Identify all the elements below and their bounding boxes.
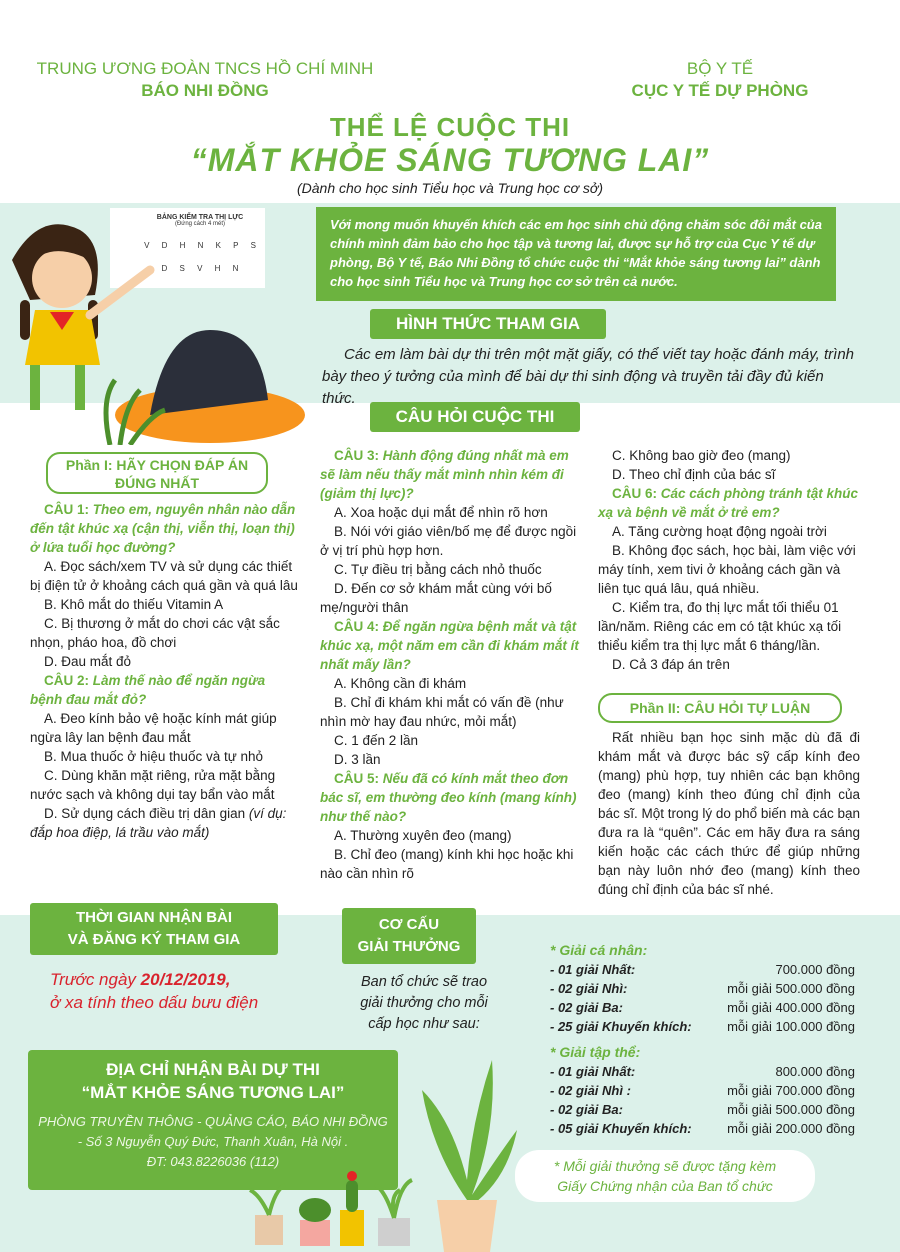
address-heading-line2: “MẮT KHỎE SÁNG TƯƠNG LAI”	[81, 1083, 345, 1102]
q4-option-c: C. 1 đến 2 lần	[334, 733, 419, 748]
org-department-name: CỤC Y TẾ DỰ PHÒNG	[631, 81, 809, 100]
awards-heading-line2: GIẢI THƯỞNG	[357, 938, 461, 955]
prize-row	[550, 1100, 855, 1119]
prize-name: - 02 giải Nhì:	[550, 981, 628, 996]
prize-value: mỗi giải 200.000 đồng	[727, 1121, 855, 1136]
q5-option-d: D. Theo chỉ định của bác sĩ	[612, 467, 776, 482]
header-right-org	[560, 58, 880, 102]
address-heading	[28, 1058, 398, 1104]
intro-box: Với mong muốn khuyến khích các em học sinh chủ động chăm sóc đôi mắt của chính mình đảm bảo cho học tập và tương lai, được sự hỗ trợ của Cục Y tế dự phòng, Bộ Y tế, Báo Nhi Đồng tổ chức cuộc thi “Mắt khỏe sáng tương lai” dành cho học sinh Tiểu học và Trung học cơ sở trên cả nước.	[316, 207, 836, 301]
q1-label: CÂU 1:	[44, 502, 90, 517]
q5-option-c: C. Không bao giờ đeo (mang)	[612, 448, 791, 463]
prize-value: mỗi giải 400.000 đồng	[727, 1000, 855, 1015]
column-2	[320, 446, 582, 883]
q2-option-b: B. Mua thuốc ở hiệu thuốc và tự nhỏ	[44, 749, 264, 764]
prize-name: - 01 giải Nhất:	[550, 1064, 636, 1079]
participation-text: Các em làm bài dự thi trên một mặt giấy, có thể viết tay hoặc đánh máy, trình bày theo ý tưởng của mình để bài dự thi sinh động và truyền tải đầy đủ kiến thức.	[322, 346, 855, 407]
awards-heading-line1: CƠ CẤU	[378, 916, 440, 933]
q4-text: Để ngăn ngừa bệnh mắt và tật khúc xạ, một năm em cần đi khám mắt ít nhất mấy lần?	[320, 619, 579, 672]
q4-option-b: B. Chỉ đi khám khi mắt có vấn đề (như nhìn mờ hay đau nhức, mỏi mắt)	[320, 695, 564, 729]
eye-chart-title: BẢNG KIỂM TRA THỊ LỰC	[156, 214, 244, 221]
page-subtitle: (Dành cho học sinh Tiểu học và Trung học cơ sở)	[296, 180, 604, 196]
q2-option-d-main: D. Sử dụng cách điều trị dân gian	[44, 806, 249, 821]
q3-option-d: D. Đến cơ sở khám mắt cùng với bố mẹ/người thân	[320, 581, 552, 615]
q4-option-a: A. Không cần đi khám	[334, 676, 467, 691]
q6-text: Các cách phòng tránh tật khúc xạ và bệnh về mắt ở trẻ em?	[598, 486, 859, 520]
address-heading-line1: ĐỊA CHỈ NHẬN BÀI DỰ THI	[106, 1060, 320, 1079]
column-1	[30, 500, 300, 842]
contest-name: “MẮT KHỎE SÁNG TƯƠNG LAI”	[190, 142, 710, 178]
prize-row	[550, 998, 855, 1017]
prize-row	[550, 979, 855, 998]
q3-option-c: C. Tự điều trị bằng cách nhỏ thuốc	[334, 562, 542, 577]
part2-heading: Phần II: CÂU HỎI TỰ LUẬN	[598, 693, 842, 723]
org-union-name: TRUNG ƯƠNG ĐOÀN TNCS HỒ CHÍ MINH	[36, 59, 374, 78]
q4-question	[320, 617, 582, 674]
prize-value: mỗi giải 500.000 đồng	[727, 1102, 855, 1117]
part1-heading: Phần I: HÃY CHỌN ĐÁP ÁN ĐÚNG NHẤT	[46, 452, 268, 494]
awards-intro: Ban tổ chức sẽ trao giải thưởng cho mỗi cấp học như sau:	[360, 974, 488, 1032]
deadline-prefix: Trước ngày	[50, 970, 141, 989]
prize-list	[550, 940, 855, 1138]
group-prize-label: * Giải tập thể:	[550, 1044, 641, 1060]
deadline-line1	[50, 968, 320, 991]
q1-option-d: D. Đau mắt đỏ	[44, 654, 132, 669]
q2-option-d-example: (ví dụ: đắp hoa điệp, lá trầu vào mắt)	[30, 806, 287, 840]
prize-value: 800.000 đồng	[775, 1064, 855, 1079]
address-street: - Số 3 Nguyễn Quý Đức, Thanh Xuân, Hà Nội .	[77, 1134, 349, 1149]
prize-name: - 05 giải Khuyến khích:	[550, 1121, 692, 1136]
deadline-heading	[30, 903, 278, 955]
certificate-note-line1: * Mỗi giải thưởng sẽ được tặng kèm	[553, 1158, 777, 1174]
eye-chart	[130, 214, 270, 273]
prize-value: mỗi giải 500.000 đồng	[727, 981, 855, 996]
deadline-heading-line2: VÀ ĐĂNG KÝ THAM GIA	[67, 931, 241, 948]
prize-row	[550, 960, 855, 979]
q1-question	[30, 500, 300, 557]
q4-option-d: D. 3 lần	[334, 752, 381, 767]
deadline-heading-line1: THỜI GIAN NHẬN BÀI	[75, 909, 233, 926]
potted-plants-icon	[240, 1150, 440, 1250]
org-ministry-name: BỘ Y TẾ	[686, 59, 754, 78]
header-left-org	[20, 58, 390, 102]
q2-text: Làm thế nào để ngăn ngừa bệnh đau mắt đỏ?	[30, 673, 266, 707]
prize-value: mỗi giải 100.000 đồng	[727, 1019, 855, 1034]
q1-text: Theo em, nguyên nhân nào dẫn đến tật khúc xạ (cận thị, viễn thị, loạn thị) ở lứa tuổi học đường?	[30, 502, 296, 555]
prize-name: - 02 giải Ba:	[550, 1102, 623, 1117]
eye-chart-note: (Đứng cách 4 mét)	[174, 221, 226, 227]
q6-label: CÂU 6:	[612, 486, 658, 501]
individual-prize-list	[550, 960, 855, 1036]
prize-row	[550, 1081, 855, 1100]
prize-name: - 25 giải Khuyến khích:	[550, 1019, 692, 1034]
eye-chart-row1: V D H N K P S	[144, 241, 256, 250]
group-prize-list	[550, 1062, 855, 1138]
prize-row	[550, 1062, 855, 1081]
page-title-rules: THỂ LỆ CUỘC THI	[329, 112, 571, 142]
individual-prize-label: * Giải cá nhân:	[550, 942, 648, 958]
awards-heading	[342, 908, 476, 964]
q5-option-a: A. Thường xuyên đeo (mang)	[334, 828, 512, 843]
prize-name: - 02 giải Nhì :	[550, 1083, 631, 1098]
prize-name: - 01 giải Nhất:	[550, 962, 636, 977]
address-phone: ĐT: 043.8226036 (112)	[146, 1154, 280, 1169]
part2-text: Rất nhiều bạn học sinh mặc dù đã đi khám mắt và được bác sỹ cấp kính đeo (mang) phù hợp, tuy nhiên các bạn không đeo (mang) kính theo đúng chỉ định của bác sĩ. Một trong lý do phổ biến mà các bạn đưa ra là “quên”. Các em hãy đưa ra sáng kiến hoặc các cách thức để giúp những bạn này luôn nhớ đeo (mang) kính theo đúng chỉ định của bác sĩ nhé.	[598, 730, 860, 897]
q6-option-d: D. Cả 3 đáp án trên	[612, 657, 730, 672]
q6-option-a: A. Tăng cường hoạt động ngoài trời	[612, 524, 827, 539]
q1-option-a: A. Đọc sách/xem TV và sử dụng các thiết bị điện tử ở khoảng cách quá gần và quá lâu	[30, 559, 298, 593]
q2-question	[30, 671, 300, 709]
q5-text: Nếu đã có kính mắt theo đơn bác sĩ, em thường đeo kính (mang kính) như thế nào?	[320, 771, 577, 824]
deadline-text	[50, 968, 320, 1014]
prize-row	[550, 1119, 855, 1138]
deadline-date: 20/12/2019,	[140, 970, 231, 989]
q2-option-c: C. Dùng khăn mặt riêng, rửa mặt bằng nước sạch và không dụi tay bẩn vào mắt	[30, 768, 276, 802]
certificate-note	[515, 1150, 815, 1202]
q5-question	[320, 769, 582, 826]
q5-option-b: B. Chỉ đeo (mang) kính khi học hoặc khi nào cần nhìn rõ	[320, 847, 574, 881]
participation-heading: HÌNH THỨC THAM GIA	[370, 309, 606, 339]
q6-question	[598, 484, 860, 522]
org-newspaper-name: BÁO NHI ĐỒNG	[141, 81, 269, 100]
q6-option-b: B. Không đọc sách, học bài, làm việc với máy tính, xem tivi ở khoảng cách gần và liên tục quá lâu, quá nhiều.	[598, 543, 856, 596]
q1-option-b: B. Khô mắt do thiếu Vitamin A	[44, 597, 224, 612]
q4-label: CÂU 4:	[334, 619, 380, 634]
q3-label: CÂU 3:	[334, 448, 380, 463]
q2-option-a: A. Đeo kính bảo vệ hoặc kính mát giúp ngừa lây lan bệnh đau mắt	[30, 711, 277, 745]
eye-chart-row2: D S V H N	[161, 264, 239, 273]
q6-option-c: C. Kiểm tra, đo thị lực mắt tối thiểu 01 lần/năm. Riêng các em có tật khúc xạ tối thiểu kiểm tra thị lực mắt 6 tháng/lần.	[598, 600, 842, 653]
q2-option-d	[30, 804, 300, 842]
address-office: PHÒNG TRUYỀN THÔNG - QUẢNG CÁO, BÁO NHI ĐỒNG	[38, 1114, 388, 1129]
large-plant-icon	[412, 1030, 522, 1252]
prize-name: - 02 giải Ba:	[550, 1000, 623, 1015]
certificate-note-line2: Giấy Chứng nhận của Ban tổ chức	[557, 1178, 773, 1194]
column-3	[598, 446, 860, 674]
q5-label: CÂU 5:	[334, 771, 380, 786]
q3-text: Hành động đúng nhất mà em sẽ làm nếu thấy mắt mình nhìn kém đi (giảm thị lực)?	[320, 448, 569, 501]
prize-value: 700.000 đồng	[775, 962, 855, 977]
q2-label: CÂU 2:	[44, 673, 90, 688]
deadline-line2: ở xa tính theo dấu bưu điện	[50, 993, 259, 1012]
q3-option-a: A. Xoa hoặc dụi mắt để nhìn rõ hơn	[334, 505, 548, 520]
q1-option-c: C. Bị thương ở mắt do chơi các vật sắc nhọn, pháo hoa, đồ chơi	[30, 616, 280, 650]
prize-row	[550, 1017, 855, 1036]
q3-question	[320, 446, 582, 503]
questions-heading: CÂU HỎI CUỘC THI	[370, 402, 580, 432]
q3-option-b: B. Nói với giáo viên/bố mẹ để được ngồi ở vị trí phù hợp hơn.	[320, 524, 577, 558]
prize-value: mỗi giải 700.000 đồng	[727, 1083, 855, 1098]
